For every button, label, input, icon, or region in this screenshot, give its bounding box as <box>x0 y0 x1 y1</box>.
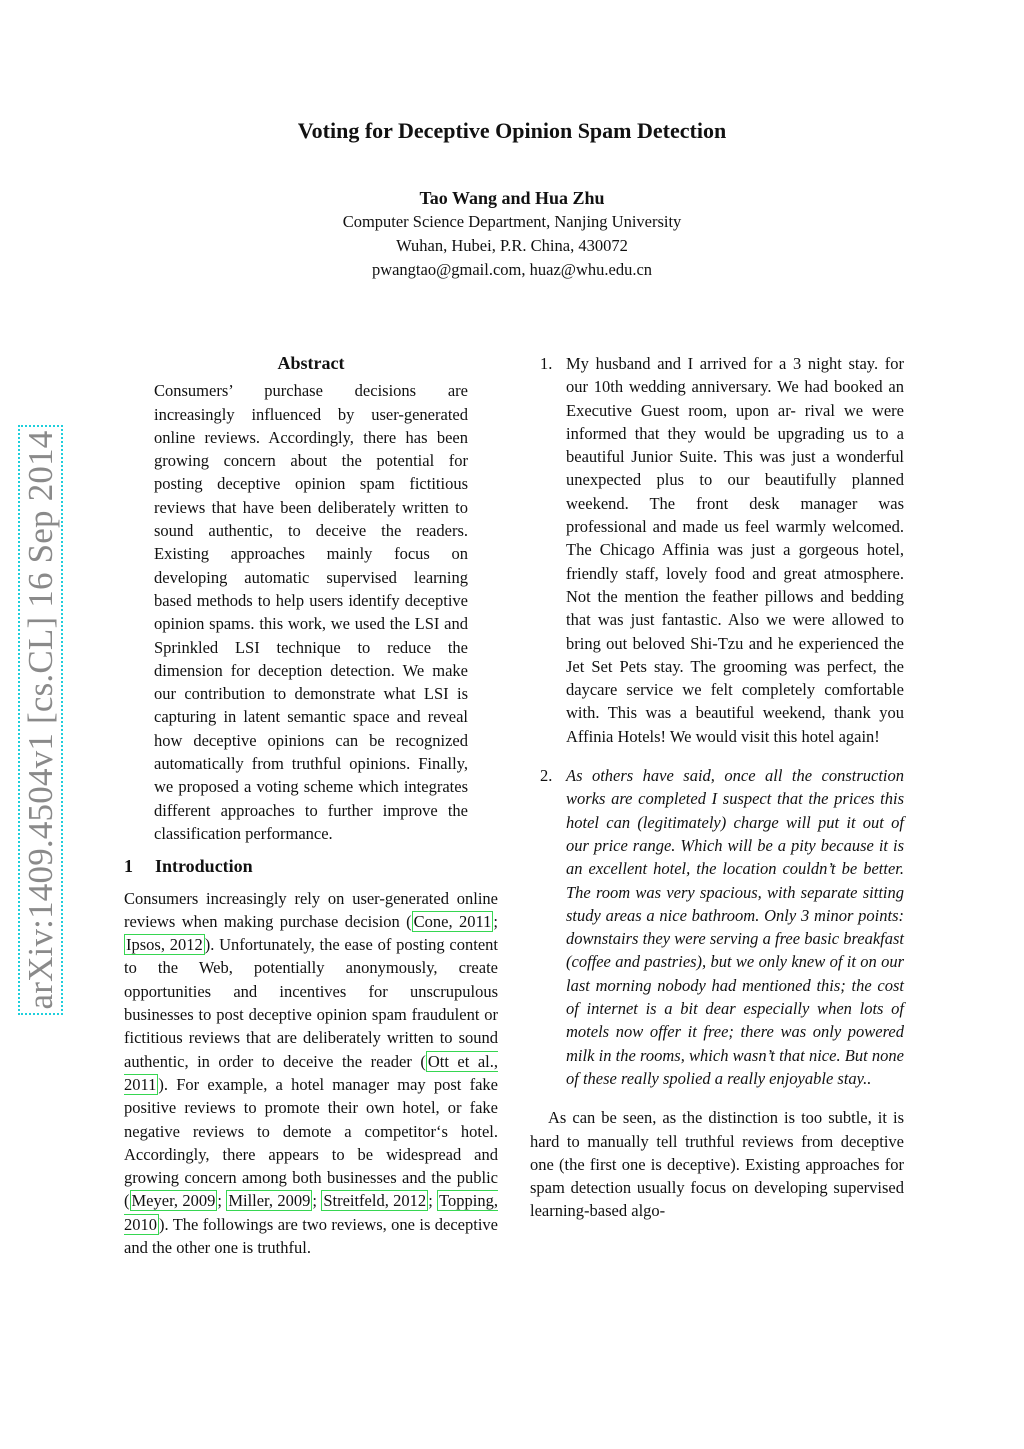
intro-text-d: ). The followings are two reviews, one is deceptive and the other one is truthful. <box>124 1214 498 1257</box>
abstract-text: Consumers’ purchase decisions are increasingly influenced by user-generated online reviews. Accordingly, there has been growing concern about the potential for posting deceptive opinion spam fictitious reviews that have been deliberately written to sound authentic, to deceive the readers. Existing approaches mainly focus on developing automatic supervised learning based methods to help users identify deceptive opinion spams. this work, we used the LSI and Sprinkled LSI technique to reduce the dimension for deception detection. We make our contribution to demonstrate what LSI is capturing in latent semantic space and reveal how deceptive opinions can be recognized automatically from truthful opinions. Finally, we proposed a voting scheme which integrates different approaches to further improve the classification performance. <box>154 381 468 843</box>
review-item-deceptive <box>530 352 904 748</box>
citation-separator: ; <box>312 1191 322 1211</box>
intro-paragraph <box>124 887 498 1260</box>
arxiv-identifier-link[interactable] <box>18 425 63 1015</box>
review-text: As others have said, once all the construction works are completed I suspect that the prices this hotel can (legitimately) charge will put it out of our price range. Which will be a pity because it is an excellent hotel, the location couldn’t be better. The room was very spacious, with separate sitting study areas a nice bathroom. Only 3 minor points: downstairs they were serving a free basic breakfast (coffee and pastries), but we only knew of it on our last morning nobody had mentioned this; the cost of internet is a bit dear especially when lots of motels now offer it free; there was only powered milk in the rooms, which wasn’t that nice. But none of these really spolied a really enjoyable stay.. <box>566 766 904 1088</box>
body-paragraph: As can be seen, as the distinction is too subtle, it is hard to manually tell truthful reviews from deceptive one (the first one is deceptive). Existing approaches for spam detection usually focus on developing supervised learning-based algo- <box>530 1108 904 1221</box>
citation-cone-2011[interactable]: Cone, 2011 <box>413 911 492 931</box>
author-emails: pwangtao@gmail.com, huaz@whu.edu.cn <box>371 260 653 279</box>
citation-separator: ; <box>428 1191 438 1211</box>
review-number: 1. <box>540 354 553 373</box>
section-number: 1 <box>124 856 133 877</box>
author-names: Tao Wang and Hua Zhu <box>419 188 605 208</box>
author-affiliation: Computer Science Department, Nanjing University <box>342 212 682 231</box>
intro-text-a: Consumers increasingly rely on user-generated online reviews when making purchase decision ( <box>124 888 498 931</box>
citation-meyer-2009[interactable]: Meyer, 2009 <box>131 1191 216 1211</box>
right-column <box>530 352 904 1223</box>
review-number: 2. <box>540 766 553 786</box>
section-title: Introduction <box>155 856 253 877</box>
author-block <box>0 186 1024 282</box>
citation-separator: ; <box>493 911 498 931</box>
author-address: Wuhan, Hubei, P.R. China, 430072 <box>396 236 628 255</box>
citation-ipsos-2012[interactable]: Ipsos, 2012 <box>126 935 203 955</box>
citation-separator: ; <box>217 1191 227 1211</box>
intro-text-c: ). For example, a hotel manager may post fake positive reviews to promote their own hotel, or fake negative reviews to demote a competitor‘s hotel. Accordingly, there appears to be widespread and growing concern among both businesses and the public ( <box>124 1074 498 1211</box>
review-item-truthful <box>530 764 904 1090</box>
arxiv-identifier-text: arXiv:1409.4504v1 [cs.CL] 16 Sep 2014 <box>20 430 60 1010</box>
intro-text-b: ). Unfortunately, the ease of posting content to the Web, potentially anonymously, create opportunities and incentives for unscrupulous businesses to post deceptive opinion spam fraudulent or fictitious reviews that are deliberately written to sound authentic, in order to deceive the reader ( <box>124 935 498 1071</box>
citation-ott-2011[interactable]: Ott et al., 2011 <box>124 1051 498 1094</box>
review-text: My husband and I arrived for a 3 night stay. for our 10th wedding anniversary. We had booked an Executive Guest room, upon ar- rival we were informed that they would be upgrading us to a beautiful Junior Suite. This was just a wonderful unexpected plus to our beautifully planned weekend. The front desk manager was professional and made us feel warmly welcomed. The Chicago Affinia was just a gorgeous hotel, friendly staff, lovely food and great atmosphere. Not the mention the feather pillows and bedding that was just fantastic. Also we were allowed to bring out beloved Shi-Tzu and he experienced the Jet Set Pets stay. The grooming was perfect, the daycare service we felt completely comfortable with. This was a beautiful weekend, thank you Affinia Hotels! We would visit this hotel again! <box>566 354 904 746</box>
paper-title: Voting for Deceptive Opinion Spam Detection <box>297 118 727 143</box>
section-heading-introduction <box>124 855 498 878</box>
citation-topping-2010[interactable]: Topping, 2010 <box>124 1191 499 1234</box>
citation-streitfeld-2012[interactable]: Streitfeld, 2012 <box>323 1191 427 1211</box>
citation-miller-2009[interactable]: Miller, 2009 <box>228 1191 311 1211</box>
abstract-heading: Abstract <box>277 353 345 373</box>
left-column <box>124 348 498 1259</box>
